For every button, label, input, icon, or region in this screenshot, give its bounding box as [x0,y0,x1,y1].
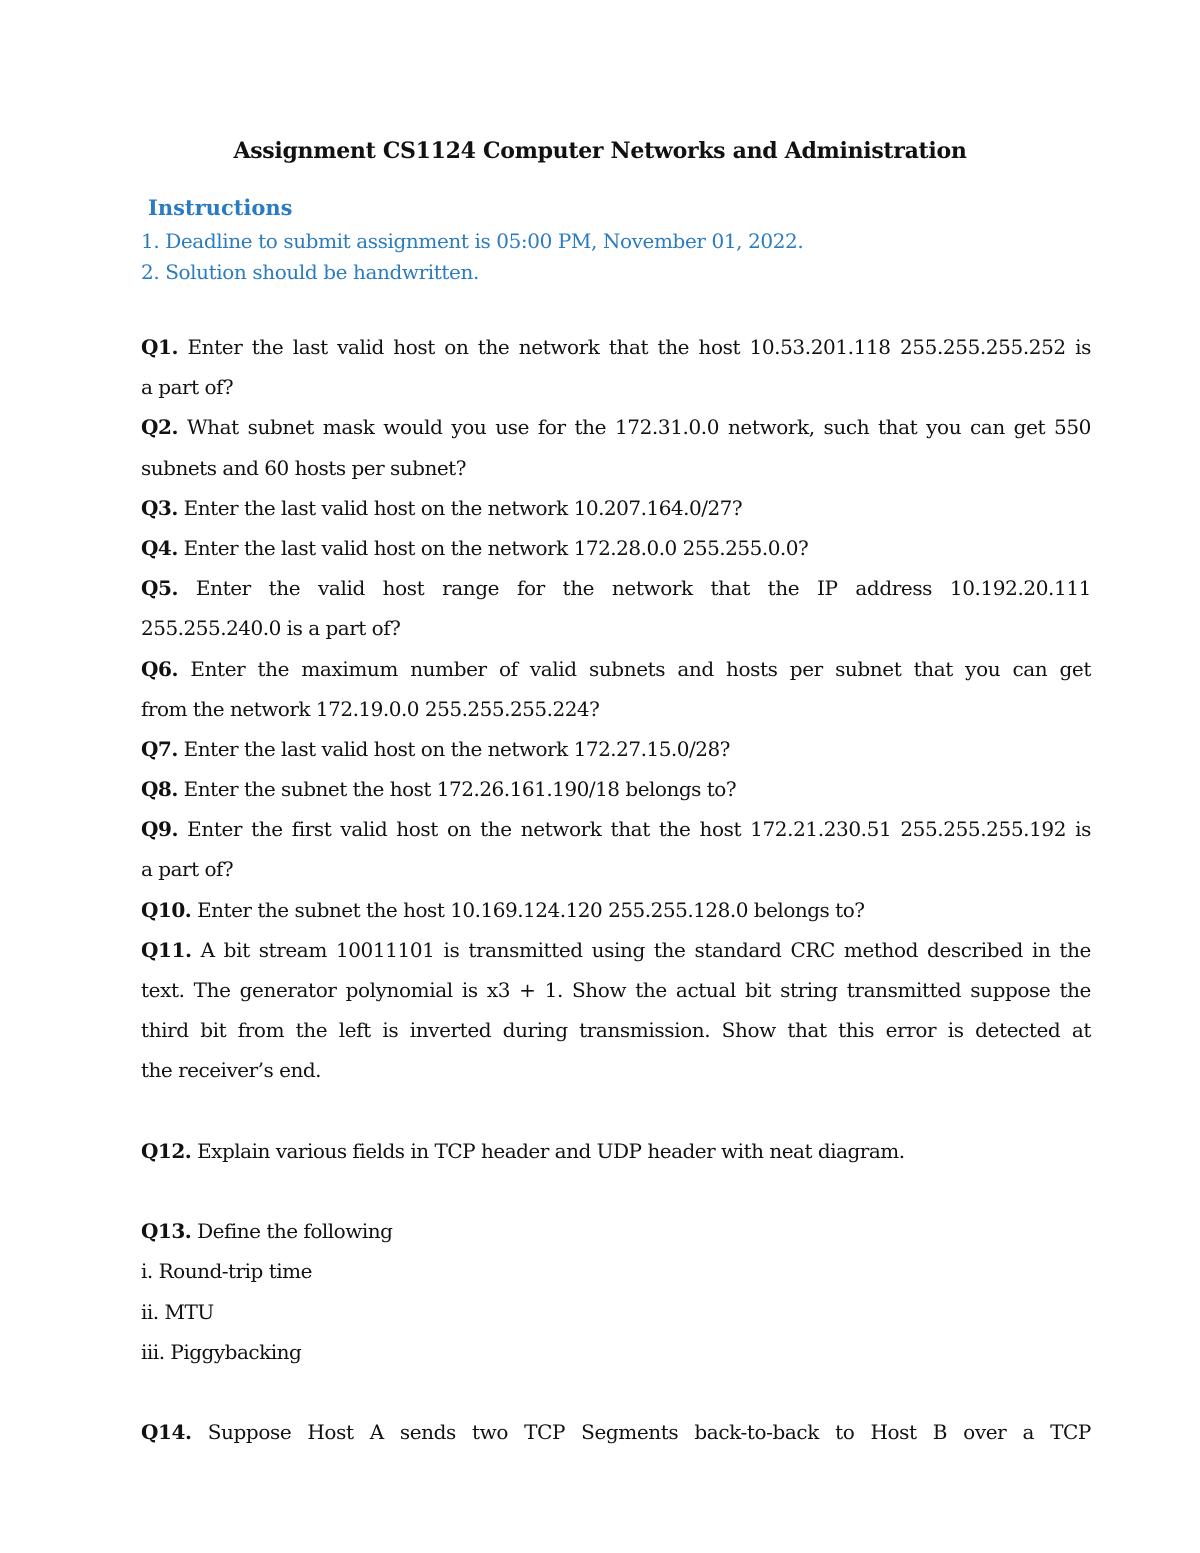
question-9-continued: a part of? [141,857,234,882]
question-text: Enter the maximum number of valid subnets and hosts per subnet that you can get [178,656,1091,681]
question-text: Enter the first valid host on the network that the host 172.21.230.51 255.255.255.192 is [178,817,1091,842]
definition-item-1: i. Round-trip time [141,1259,312,1284]
question-3 [141,488,1091,528]
question-4 [141,528,1091,568]
question-5 [141,568,1091,608]
question-1-continued: a part of? [141,375,234,400]
instruction-item-1: 1. Deadline to submit assignment is 05:00 PM, November 01, 2022. [141,229,804,253]
question-label: Q9. [141,817,179,842]
question-text: Enter the last valid host on the network 172.28.0.0 255.255.0.0? [177,535,809,560]
question-text: A bit stream 10011101 is transmitted using the standard CRC method described in the [191,937,1091,962]
question-text: Enter the last valid host on the network 10.207.164.0/27? [177,495,743,520]
question-14 [141,1412,1091,1452]
question-7 [141,729,1091,769]
question-label: Q1. [141,335,179,359]
question-label: Q14. [141,1420,192,1445]
paragraph-spacer [141,1171,1091,1211]
question-label: Q5. [141,576,179,601]
instruction-item-2: 2. Solution should be handwritten. [141,260,479,284]
paragraph-spacer [141,1091,1091,1131]
question-text: Enter the last valid host on the network that the host 10.53.201.118 255.255.255.252 is [178,335,1091,359]
question-text: Suppose Host A sends two TCP Segments back-to-back to Host B over a TCP [191,1420,1091,1445]
question-1 [141,327,1091,367]
question-text: Explain various fields in TCP header and UDP header with neat diagram. [191,1138,905,1163]
question-label: Q2. [141,415,179,440]
question-2 [141,407,1091,447]
question-11-continued: third bit from the left is inverted during transmission. Show that this error is detected at [141,1018,1091,1043]
question-2-continued: subnets and 60 hosts per subnet? [141,455,466,480]
paragraph-spacer [141,1372,1091,1412]
question-label: Q6. [141,656,179,681]
question-label: Q3. [141,495,178,520]
document-title: Assignment CS1124 Computer Networks and Administration [233,138,967,164]
question-text: Enter the subnet the host 10.169.124.120 255.255.128.0 belongs to? [191,897,865,922]
question-12 [141,1131,1091,1171]
question-6 [141,649,1091,689]
question-6-continued: from the network 172.19.0.0 255.255.255.224? [141,696,600,721]
question-label: Q8. [141,777,178,802]
question-11-continued: the receiver’s end. [141,1058,321,1083]
definition-item-2: ii. MTU [141,1299,214,1324]
question-label: Q13. [141,1219,192,1244]
question-label: Q10. [141,897,192,922]
definition-item-3: iii. Piggybacking [141,1339,302,1364]
question-9 [141,809,1091,849]
instructions-heading: Instructions [148,195,293,220]
question-text: Enter the subnet the host 172.26.161.190/18 belongs to? [177,777,737,802]
question-label: Q11. [141,937,192,962]
questions-list [141,327,1091,1452]
question-text: What subnet mask would you use for the 172.31.0.0 network, such that you can get 550 [178,415,1091,440]
question-8 [141,769,1091,809]
question-label: Q4. [141,535,178,560]
question-5-continued: 255.255.240.0 is a part of? [141,616,401,641]
question-label: Q12. [141,1138,192,1163]
question-11 [141,930,1091,970]
question-label: Q7. [141,736,178,761]
question-text: Enter the last valid host on the network 172.27.15.0/28? [177,736,730,761]
question-text: Define the following [191,1219,393,1244]
question-13 [141,1211,1091,1251]
question-10 [141,890,1091,930]
question-text: Enter the valid host range for the network that the IP address 10.192.20.111 [178,576,1091,601]
instructions-block [141,193,1091,288]
question-11-continued: text. The generator polynomial is x3 + 1. Show the actual bit string transmitted suppose the [141,978,1091,1002]
